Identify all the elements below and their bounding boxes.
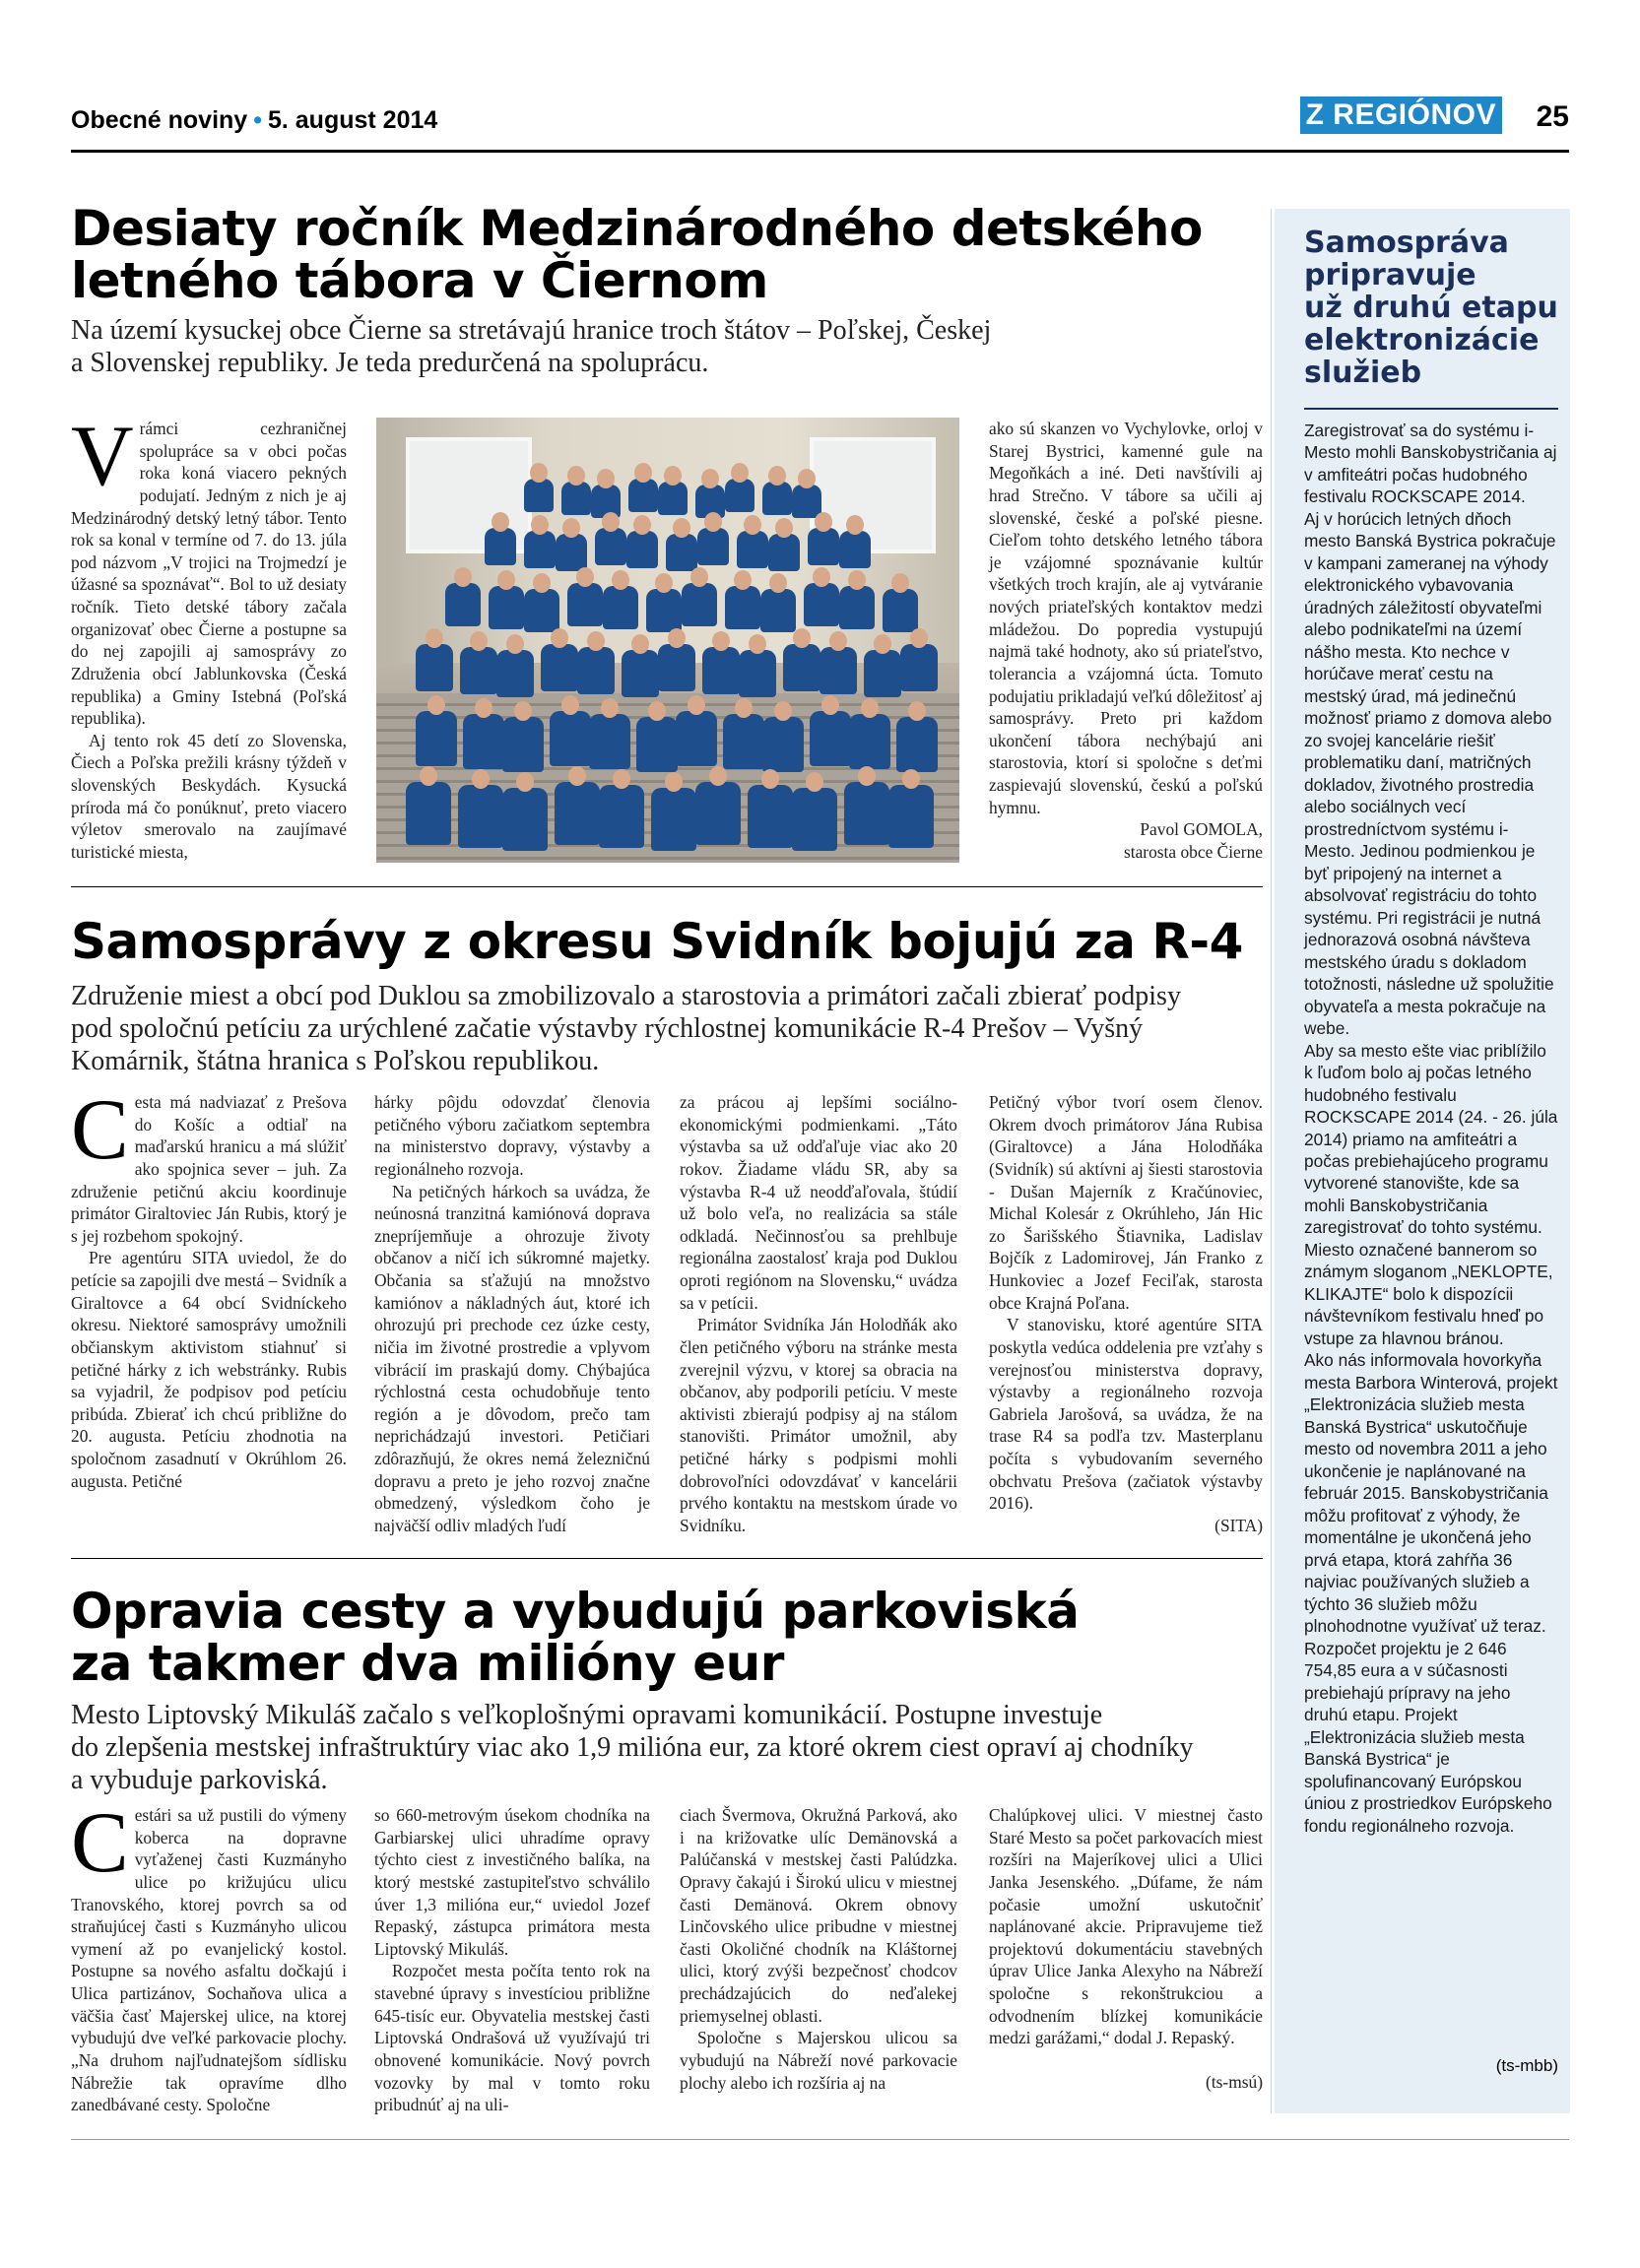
section-badge: Z REGIÓNOV: [1300, 97, 1502, 134]
article2-col2-p1: hárky pôjdu odovzdať členovia petičného výboru začiatkom septembra na ministerstvo dopravy, výstavby a regionálneho rozvoja.: [374, 1092, 650, 1179]
sidebar-title-line5: služieb: [1304, 356, 1422, 390]
photo-child-figure: [695, 782, 741, 845]
photo-child-figure: [810, 711, 851, 766]
publication-name: Obecné noviny: [71, 106, 248, 134]
article2-lead: [71, 981, 1253, 1077]
photo-child-figure: [416, 644, 453, 691]
photo-child-figure: [658, 482, 688, 515]
article3-col3-p1: ciach Švermova, Okružná Parková, ako i na križovatke ulíc Demänovská a Palúčanská v mestskej časti Palúdzka. Opravy čakajú i Širokú ulicu v miestnej časti Demänová. Okrem obnovy Linčovského ulice pribudne v miestnej časti Okoličné chodník na Kláštornej ulici, ktorý zvýši bezpečnosť chodcov prechádzajúcich do neďalekej priemyselnej oblasti.: [680, 1805, 957, 2026]
article2-col3-p2: Primátor Svidníka Ján Holodňák ako člen petičného výboru na stránke mesta zverejnil výzvu, v ktorej sa obracia na občanov, aby podporili petíciu. V meste aktivisti zbierajú podpisy aj na stálom stanovišti. Primátor umožnil, aby petičné hárky s podpismi mohli dobrovoľníci odovzdávať v kancelárii prvého kontaktu na mestskom úrade vo Svidníku.: [680, 1315, 957, 1535]
photo-child-figure: [888, 785, 934, 848]
photo-child-figure: [702, 647, 740, 694]
photo-child-figure: [502, 788, 548, 851]
sidebar-p3: Aby sa mesto ešte viac priblížilo k ľuďom bolo aj počas letného hudobného festivalu ROCKSCAPE 2014 (24. - 26. júla 2014) priamo na amfiteátri a počas prebiehajúceho programu vytvorené stanovište, kde sa mohli Banskobystričania zaregistrovať do tohto systému. Miesto označené bannerom so známym sloganom „NEKLOPTE, KLIKAJTE“ bolo k dispozícii návštevníkom festivalu hneď po vstupe za hlavnou bránou.: [1304, 1040, 1558, 1348]
photo-child-figure: [762, 717, 804, 772]
article3-lead-line1: Mesto Liptovský Mikuláš začalo s veľkoplošnými opravami komunikácií. Postupne investuje: [71, 1700, 1103, 1730]
photo-child-figure: [737, 531, 768, 568]
photo-child-figure: [406, 782, 451, 845]
photo-child-figure: [489, 586, 524, 629]
sidebar-divider: [1271, 209, 1272, 2113]
photo-child-figure: [485, 528, 516, 565]
photo-child-figure: [682, 583, 717, 626]
photo-child-figure: [808, 528, 839, 565]
article3-title-line2: za takmer dva milióny eur: [71, 1634, 784, 1692]
photo-child-figure: [900, 644, 938, 691]
article2-column4: [989, 1091, 1263, 1537]
article1-column1: [71, 409, 347, 864]
sidebar-title-line4: elektronizácie: [1304, 323, 1540, 357]
article1-col1-p1: rámci cezhraničnej spolupráce sa v obci počas roka koná viacero pekných podujatí. Jedným z nich je aj Medzinárodný detský letný tábor. Tento rok sa konal v termíne od 7. do 13. júla pod názvom „V trojici na Trojmedzí je úžasné sa spoznávať“. Bol to už desiaty ročník. Tieto detské tábory začala organizovať obec Čierne a postupne sa do nej zapojili aj samosprávy zo Združenia obcí Jablunkovska (Česká republika) a Gminy Istebná (Poľská republika).: [71, 419, 347, 729]
article2-col3-p1: za prácou aj lepšími sociálno-ekonomickými podmienkami. „Táto výstavba sa už odďaľuje viac ako 20 rokov. Žiadame vládu SR, aby sa výstavba R-4 už neodďaľovala, štúdií už bolo veľa, no realizácia sa stále odkladá. Nečinnosťou sa prehlbuje regionálna zaostalosť kraja pod Duklou oproti regiónom na Slovensku,“ uvádza sa v petícii.: [680, 1092, 957, 1313]
sidebar-title-line2: pripravuje: [1304, 258, 1476, 292]
article2-column3: [680, 1091, 957, 1537]
article3-column2: [374, 1804, 650, 2116]
sidebar-signature: (ts-mbb): [1495, 2056, 1558, 2075]
photo-child-figure: [725, 586, 760, 629]
photo-child-figure: [762, 482, 792, 515]
article2-lead-line1: Združenie miest a obcí pod Duklou sa zmobilizovalo a starostovia a primátori začali zbierať podpisy: [71, 981, 1181, 1011]
article1-lead-line1: Na území kysuckej obce Čierne sa stretávajú hranice troch štátov – Poľskej, Českej: [71, 315, 992, 346]
photo-child-figure: [804, 583, 839, 626]
photo-child-figure: [646, 589, 682, 632]
page-header: [71, 97, 1569, 152]
photo-child-figure: [550, 711, 591, 766]
article1-signature-name: Pavol GOMOLA,: [1140, 819, 1263, 840]
article3-title-line1: Opravia cesty a vybudujú parkoviská: [71, 1583, 1080, 1640]
photo-child-figure: [603, 586, 638, 629]
photo-child-figure: [626, 531, 658, 568]
article2-title: Samosprávy z okresu Svidník bojujú za R-4: [71, 913, 1243, 970]
sidebar-p1: Zaregistrovať sa do systému i-Mesto mohli Banskobystričania aj v amfiteátri počas hudobného festivalu ROCKSCAPE 2014.: [1304, 421, 1557, 507]
photo-child-figure: [883, 589, 918, 632]
photo-child-figure: [676, 711, 717, 766]
article2-col1-p1: esta má nadviazať z Prešova do Košíc a odtiaľ na maďarskú hranicu a má slúžiť ako spojnica sever – juh. Za združenie petičnú akciu koordinuje primátor Giraltoviec Ján Rubis, ktorý je s jej rozbehom spokojný.: [71, 1092, 347, 1246]
photo-child-figure: [445, 583, 481, 626]
article3-col2-p1: so 660-metrovým úsekom chodníka na Garbiarskej ulici uhradíme opravy týchto ciest z investičného balíka, na ktorý mestské zastupiteľstvo schválilo úver 1,3 milióna eur,“ uviedol Jozef Repaský, zástupca primátora mesta Liptovský Mikuláš.: [374, 1805, 650, 1959]
issue-date: 5. august 2014: [267, 106, 438, 134]
photo-child-figure: [628, 479, 658, 512]
photo-child-figure: [651, 788, 696, 851]
photo-child-figure: [792, 485, 821, 518]
page-number: 25: [1536, 100, 1569, 133]
photo-child-figure: [524, 479, 554, 512]
article1-lead-line2: a Slovenskej republiky. Je teda predurčená na spoluprácu.: [71, 347, 709, 378]
sidebar-box: [1275, 209, 1570, 2113]
sidebar-title-rule: [1304, 408, 1558, 410]
photo-child-figure: [555, 782, 600, 845]
photo-child-figure: [636, 717, 678, 772]
photo-child-figure: [556, 534, 587, 571]
sidebar-p4: Ako nás informovala hovorkyňa mesta Barbora Winterová, projekt „Elektronizácia služieb mesta Banská Bystrica“ uskutočňuje mesto od novembra 2011 a jeho ukončenie je naplánované na február 2015. Banskobystričania môžu profitovať z výhody, že momentálne je ukončená jeho prvá etapa, ktorá zahŕňa 36 najviac používaných služieb a týchto 36 služieb môžu plnohodnotne využívať už teraz. Rozpočet projektu je 2 646 754,85 eura a v súčasnosti prebiehajú prípravy na jeho druhú etapu. Projekt „Elektronizácia služieb mesta Banská Bystrica“ je spolufinancovaný Európskou úniou z prostriedkov Európskeho fondu regionálneho rozvoja.: [1304, 1350, 1558, 1836]
photo-child-figure: [739, 650, 776, 697]
photo-child-figure: [460, 647, 497, 694]
masthead: [71, 106, 437, 135]
article3-col1-p1: estári sa už pustili do výmeny koberca na dopravne vyťaženej časti Kuzmányho ulice po križujúcu ulicu Tranovského, ktorej povrch sa od straňujúcej časti s Kuzmányho ulicou vymení až po evanjelický kostol. Postupne sa nového asfaltu dočkajú i Ulica partizánov, Sochaňova ulica a väčšia časť Majerskej ulice, na ktorej vybudujú dve veľké parkovacie plochy. „Na druhom najľudnatejšom sídlisku Nábrežie tak opravíme dlho zanedbávané cesty. Spoločne: [71, 1805, 347, 2115]
sidebar-title-line3: už druhú etapu: [1304, 291, 1558, 325]
photo-child-figure: [658, 644, 695, 691]
photo-child-figure: [697, 528, 729, 565]
photo-child-figure: [541, 644, 578, 691]
article2-col4-p1: Petičný výbor tvorí osem členov. Okrem dvoch primátorov Jána Rubisa (Giraltovce) a Jána Holodňáka (Svidník) sú aktívni aj šiesti starostovia - Dušan Majerník z Kračúnoviec, Michal Kolesár z Okrúhleho, Ján Hic zo Šarišského Štiavnika, Ladislav Bojčík z Ladomirovej, Ján Franko z Hunkoviec a Jozef Feciľak, starosta obce Krajná Poľana.: [989, 1092, 1263, 1313]
sidebar-title-line1: Samospráva: [1304, 226, 1509, 260]
sidebar-body: [1304, 420, 1558, 1837]
article1-col3-p1: ako sú skanzen vo Vychylovke, orloj v Starej Bystrici, kamenné gule na Megoňkách a iné. Deti navštívili aj hrad Strečno. V tábore sa učili aj slovenské, české a poľské piesne. Cieľom tohto detského letného tábora je vzájomné spoznávanie kultúr všetkých troch krajín, ale aj vytváranie nových priateľských kontaktov medzi mládežou. Do popredia vystupujú najmä také hodnoty, ako sú priateľstvo, tolerancia a vzájomná úcta. Tomuto podujatiu prikladajú veľkú dôležitosť aj samosprávy. Preto pri každom ukončení tábora nechýbajú ani starostovia, ktorí si spoločne s deťmi zaspievajú slovenskú, českú a poľskú hymnu.: [989, 419, 1263, 817]
photo-child-figure: [792, 788, 837, 851]
photo-child-figure: [577, 647, 615, 694]
photo-child-figure: [839, 531, 871, 568]
photo-child-figure: [595, 528, 626, 565]
photo-child-figure: [748, 785, 793, 848]
article1-title: [71, 200, 1203, 309]
camp-group-photo: [376, 418, 959, 863]
photo-child-figure: [496, 650, 534, 697]
article3-lead-line2: do zlepšenia mestskej infraštruktúry viac ako 1,9 milióna eur, za ktoré okrem ciest opraví aj chodníky: [71, 1731, 1194, 1763]
photo-child-figure: [820, 647, 857, 694]
photo-child-figure: [524, 589, 559, 632]
photo-child-figure: [561, 482, 591, 515]
article3-dropcap: C: [71, 1795, 129, 1891]
bottom-rule: [71, 2139, 1569, 2140]
article2-col4-p2: V stanovisku, ktoré agentúre SITA poskytla vedúca oddelenia pre vzťahy s verejnosťou ministerstva dopravy, výstavby a regionálneho rozvoja Gabriela Jarošová, sa uvádza, že na trase R4 sa podľa tzv. Masterplanu počíta s vybudovaním severného obchvatu Prešova (začiatok výstavby 2016).: [989, 1315, 1263, 1514]
sidebar-title: [1304, 227, 1560, 389]
article3-column4: [989, 1804, 1263, 2094]
photo-child-figure: [502, 717, 544, 772]
article3-column3: [680, 1804, 957, 2094]
article3-col3-p2: Spoločne s Majerskou ulicou sa vybudujú na Nábreží nové parkovacie plochy alebo ich rozšíria aj na: [680, 2028, 957, 2093]
article1-dropcap: V: [71, 409, 134, 504]
header-rule: [71, 150, 1569, 153]
photo-child-figure: [458, 785, 503, 848]
photo-child-figure: [725, 479, 754, 512]
separator-dot: •: [253, 106, 262, 134]
article3-lead: [71, 1700, 1253, 1796]
photo-child-figure: [463, 714, 504, 769]
photo-child-figure: [768, 534, 800, 571]
article-divider: [71, 1558, 1263, 1559]
article1-col1-p2: Aj tento rok 45 detí zo Slovenska, Čiech a Poľska prežili krásny týždeň v slovenských Beskydách. Kysucká príroda má čo ponúknuť, preto viacero výletov smerovalo na zaujímavé turistické miesta,: [71, 730, 347, 862]
article-divider: [71, 886, 1263, 887]
article2-col2-p2: Na petičných hárkoch sa uvádza, že neúnosná tranzitná kamiónová doprava znepríjemňuje a ohrozuje životy občanov a ničí ich súkromné majetky. Občania sa sťažujú na množstvo kamiónov a nákladných áut, ktoré ich ohrozujú pri prechode cez úzke cesty, ničia im životné prostredie a vplyvom vibrácií im praskajú domy. Chýbajúca rýchlostná cesta ochudobňuje tento región a je dôvodom, prečo tam neprichádzajú investori. Petičiari zdôrazňujú, že okres nemá železničnú dopravu a preto je jeho rozvoj značne obmedzený, výsledkom čoho je najväčší odliv mladých ľudí: [374, 1181, 650, 1535]
article1-title-line1: Desiaty ročník Medzinárodného detského: [71, 200, 1203, 257]
article2-col1-p2: Pre agentúru SITA uviedol, že do petície sa zapojili dve mestá – Svidník a Giraltovce a 64 obcí Svidníckeho okresu. Niektoré samosprávy umožnili občianskym aktivistom stiahnuť si petičné hárky z ich webstránky. Rubis sa vyjadril, že podpisov pod petíciu pribúda. Zbierať ich chcú približne do 20. augusta. Petíciu zhodnotia na spoločnom zasadnutí v Okrúhlom 26. augusta. Petičné: [71, 1248, 347, 1491]
photo-child-figure: [524, 531, 556, 568]
photo-child-figure: [849, 714, 890, 769]
article1-signature-role: starosta obce Čierne: [1123, 841, 1263, 862]
article1-column3: [989, 418, 1263, 864]
photo-child-figure: [666, 534, 697, 571]
photo-child-figure: [896, 717, 938, 772]
sidebar-p2: Aj v horúcich letných dňoch mesto Banská Bystrica pokračuje v kampani zameranej na výhody elektronického vybavovania úradných záležitostí obyvateľmi alebo podnikateľmi na území nášho mesta. Kto nechce v horúčave merať cestu na mestský úrad, má jedinečnú možnosť priamo z domova alebo zo svojej kancelárie riešiť problematiku daní, matričných dokladov, životného prostredia alebo sociálnych vecí prostredníctvom systému i-Mesto. Jedinou podmienkou je byť pripojený na internet a absolvovať registráciu do tohto systému. Pri registrácii je nutná jednorazová osobná návšteva mestského úradu s dokladom totožnosti, následne už spolužitie obyvateľa a mesta pokračuje na webe.: [1304, 508, 1556, 1039]
photo-child-figure: [567, 583, 603, 626]
article2-lead-line3: Komárnik, štátna hranica s Poľskou republikou.: [71, 1045, 600, 1076]
article3-signature: (ts-msú): [1206, 2071, 1263, 2092]
article3-col2-p2: Rozpočet mesta počíta tento rok na stavebné úpravy s investíciou približne 645-tisíc eur. Obyvatelia mestskej časti Liptovská Ondrašová už využívajú tri obnovené komunikácie. Nový povrch vozovky by mal v tomto roku pribudnúť aj na uli-: [374, 1961, 650, 2115]
article3-lead-line3: a vybuduje parkoviská.: [71, 1764, 328, 1795]
photo-child-figure: [622, 650, 659, 697]
photo-child-figure: [783, 644, 820, 691]
article3-col4-p1: Chalúpkovej ulici. V miestnej často Staré Mesto sa počet parkovacích miest rozšíri na Majeríkovej ulici a Ulici Janka Jesenského. „Dúfame, že nám počasie umožní uskutočniť naplánované akcie. Pripravujeme tiež projektovú dokumentáciu stavebných úprav Ulice Janka Alexyho na Nábreží spoločne s rekonštrukciou a odvodnením blízkej komunikácie medzi garážami,“ dodal J. Repaský.: [989, 1805, 1263, 2048]
article2-column2: [374, 1091, 650, 1537]
article2-dropcap: C: [71, 1082, 129, 1178]
photo-child-figure: [723, 714, 764, 769]
photo-child-figure: [844, 782, 889, 845]
article3-column1: [71, 1795, 347, 2116]
article2-signature: (SITA): [1214, 1515, 1263, 1535]
article2-lead-line2: pod spoločnú petíciu za urýchlené začatie výstavby rýchlostnej komunikácie R-4 Prešov – Vyšný: [71, 1012, 1144, 1044]
photo-child-figure: [864, 650, 901, 697]
article2-column1: [71, 1082, 347, 1492]
photo-child-figure: [760, 589, 796, 632]
photo-child-figure: [599, 785, 644, 848]
photo-child-figure: [416, 711, 457, 766]
article1-title-line2: letného tábora v Čiernom: [71, 251, 768, 309]
article1-lead: [71, 315, 1214, 380]
photo-child-figure: [589, 714, 630, 769]
photo-child-figure: [839, 586, 875, 629]
article3-title: [71, 1583, 1080, 1692]
